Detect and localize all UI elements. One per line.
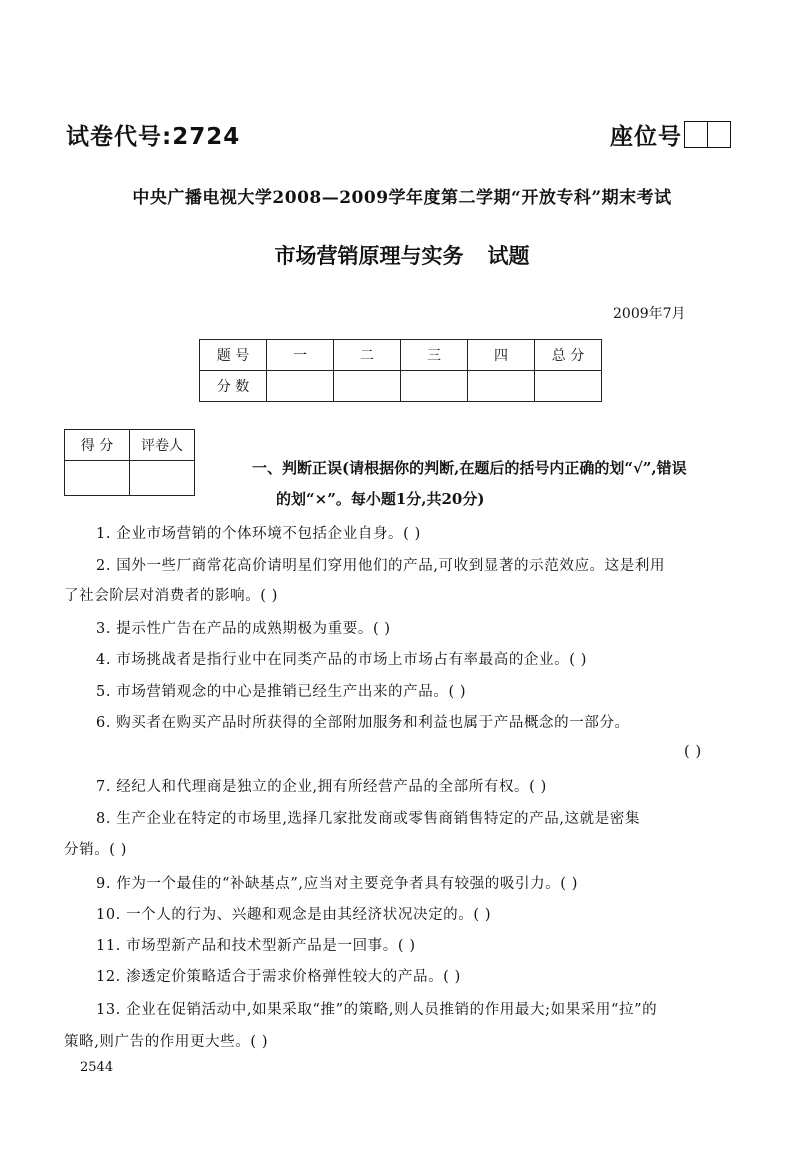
grader-cell [130,461,195,496]
question-line: 6. 购买者在购买产品时所获得的全部附加服务和利益也属于产品概念的一部分。 [96,715,630,731]
score-cell [468,371,535,402]
seat-number-boxes [684,121,731,148]
score-cell [267,371,334,402]
score-cell [334,371,401,402]
question-line: ( ) [684,744,702,760]
grader-table-header: 评卷人 [130,430,195,461]
question-line: 3. 提示性广告在产品的成熟期极为重要。( ) [96,621,391,637]
seat-box [708,121,731,148]
subject-name: 市场营销原理与实务 [274,244,464,268]
score-table-header: 总 分 [535,340,602,371]
seat-number [610,118,731,151]
grader-table-blank-row [65,461,195,496]
seat-box [684,121,708,148]
question-line: 5. 市场营销观念的中心是推销已经生产出来的产品。( ) [96,684,467,700]
score-row-label: 分 数 [200,371,267,402]
question-line: 了社会阶层对消费者的影响。( ) [64,588,279,604]
page-number: 2544 [80,1060,114,1075]
section-heading: 一、判断正误(请根据你的判断,在题后的括号内正确的划“√”,错误 [252,459,687,477]
score-table-header: 题 号 [200,340,267,371]
score-table-header: 四 [468,340,535,371]
question-line: 分销。( ) [64,842,128,858]
grader-cell [65,461,130,496]
exam-date: 2009年7月 [613,306,686,322]
question-line: 13. 企业在促销活动中,如果采取“推”的策略,则人员推销的作用最大;如果采用“拉”的 [96,1002,658,1018]
question-line: 7. 经纪人和代理商是独立的企业,拥有所经营产品的全部所有权。( ) [96,779,547,795]
question-line: 12. 渗透定价策略适合于需求价格弹性较大的产品。( ) [96,969,461,985]
grader-table-header: 得 分 [65,430,130,461]
question-line: 策略,则广告的作用更大些。( ) [64,1034,269,1050]
score-cell [535,371,602,402]
question-line: 8. 生产企业在特定的市场里,选择几家批发商或零售商销售特定的产品,这就是密集 [96,811,641,827]
score-table-header: 二 [334,340,401,371]
score-table [199,339,602,402]
question-line: 11. 市场型新产品和技术型新产品是一回事。( ) [96,938,416,954]
score-cell [401,371,468,402]
section-heading-continued: 的划“×”。每小题1分,共20分) [276,490,485,508]
question-line: 2. 国外一些厂商常花高价请明星们穿用他们的产品,可收到显著的示范效应。这是利用 [96,558,666,574]
exam-title: 中央广播电视大学2008—2009学年度第二学期“开放专科”期末考试 [132,188,672,208]
subject-suffix: 试题 [487,244,530,268]
score-table-header: 一 [267,340,334,371]
seat-number-label: 座位号 [610,124,682,150]
paper-code: 试卷代号:2724 [66,124,241,150]
subject-title [0,240,804,270]
question-line: 10. 一个人的行为、兴趣和观念是由其经济状况决定的。( ) [96,907,492,923]
question-line: 9. 作为一个最佳的“补缺基点”,应当对主要竞争者具有较强的吸引力。( ) [96,876,578,892]
score-table-score-row [200,371,602,402]
question-line: 1. 企业市场营销的个体环境不包括企业自身。( ) [96,526,421,542]
question-line: 4. 市场挑战者是指行业中在同类产品的市场上市场占有率最高的企业。( ) [96,652,587,668]
score-table-header: 三 [401,340,468,371]
grader-table-header-row [65,430,195,461]
score-table-header-row [200,340,602,371]
grader-table [64,429,195,496]
